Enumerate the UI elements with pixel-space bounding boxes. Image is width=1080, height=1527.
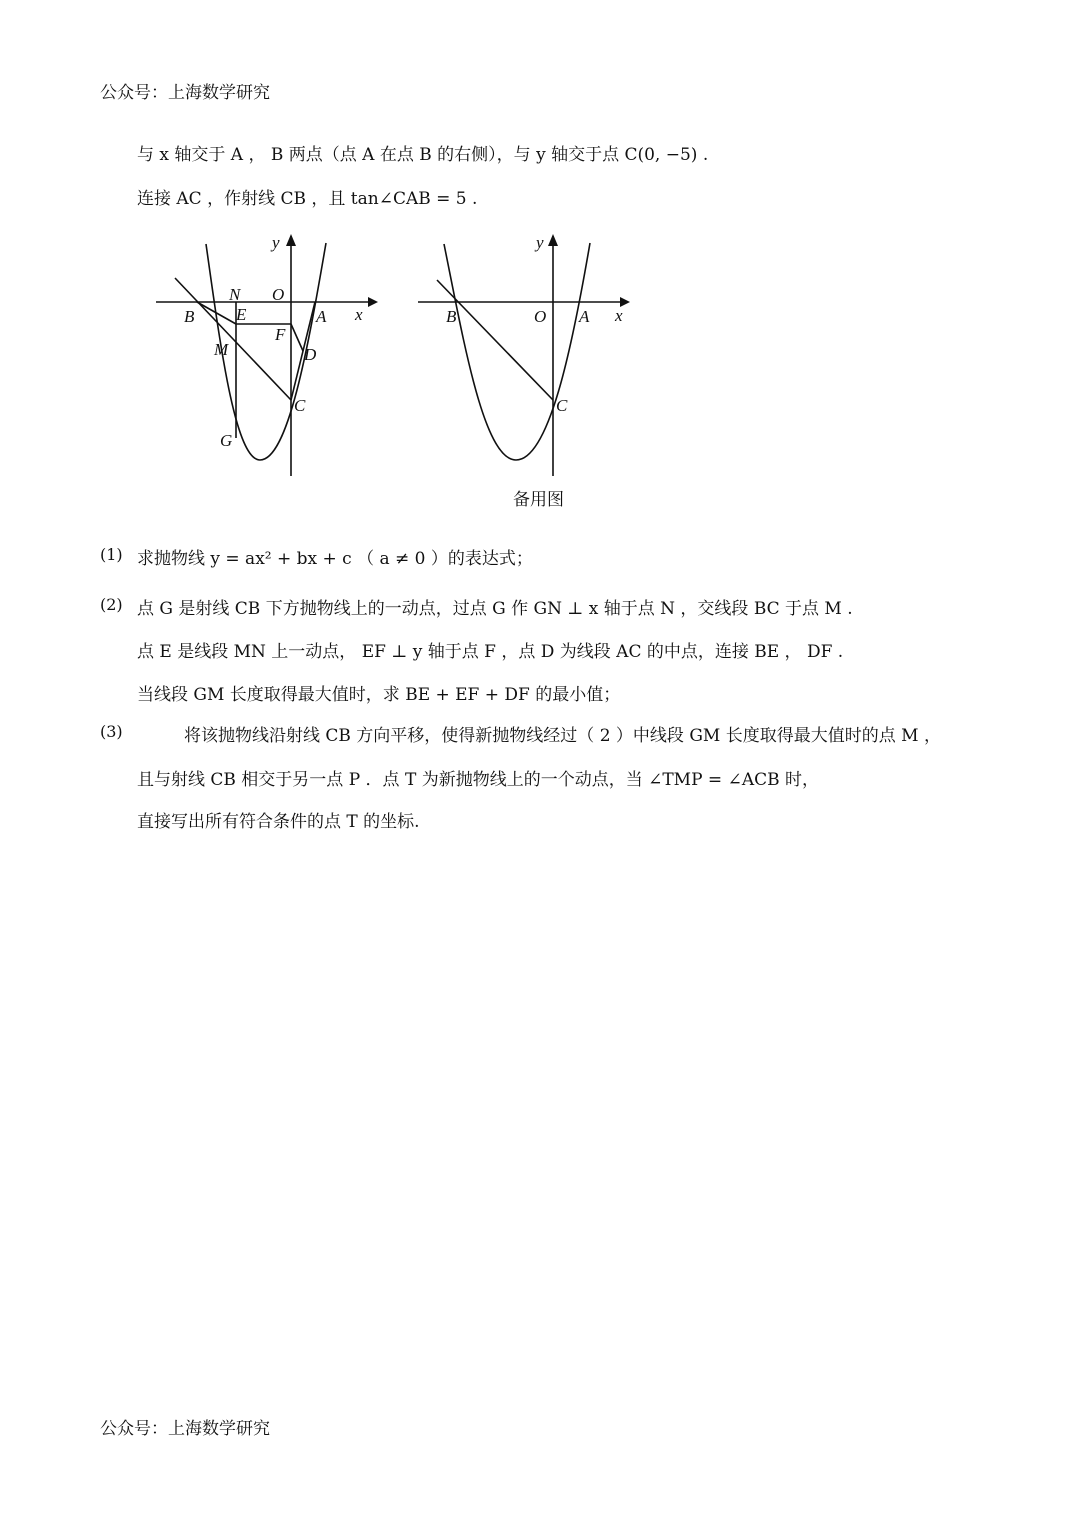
label-g: G <box>220 431 233 450</box>
label-e: E <box>236 305 247 324</box>
label-c: C <box>294 396 306 415</box>
label-o: O <box>534 307 547 326</box>
parabola-curve <box>444 243 590 460</box>
y-axis-arrow-icon <box>548 234 558 246</box>
q3-number: (3) <box>100 722 123 741</box>
q2-number: (2) <box>100 595 123 614</box>
label-x: x <box>355 305 363 324</box>
label-o: O <box>272 285 285 304</box>
figure-2-caption: 备用图 <box>513 490 564 510</box>
label-a: A <box>316 307 327 326</box>
page-header: 公众号：上海数学研究 <box>100 83 270 103</box>
q3-line-3: 直接写出所有符合条件的点 T 的坐标. <box>137 812 420 832</box>
y-axis-arrow-icon <box>286 234 296 246</box>
label-y: y <box>536 233 544 252</box>
q3-line-2: 且与射线 CB 相交于另一点 P ．点 T 为新抛物线上的一个动点，当 ∠TMP = ∠ACB 时， <box>137 770 820 790</box>
figure-2-backup-diagram <box>412 228 642 480</box>
label-n: N <box>229 285 241 304</box>
intro-line-2: 连接 AC ，作射线 CB ，且 tan∠CAB = 5 . <box>137 189 478 209</box>
q1-text: 求抛物线 y = ax² + bx + c （ a ≠ 0 ）的表达式； <box>137 549 533 569</box>
x-axis-arrow-icon <box>368 297 378 307</box>
ray-cb <box>437 280 553 400</box>
label-a: A <box>579 307 590 326</box>
q2-line-1: 点 G 是射线 CB 下方抛物线上的一动点，过点 G 作 GN ⊥ x 轴于点 N ，交线段 BC 于点 M . <box>137 599 853 619</box>
segment-fd <box>291 324 303 351</box>
q1-number: (1) <box>100 545 123 564</box>
label-b: B <box>184 307 195 326</box>
label-m: M <box>214 340 229 359</box>
label-x: x <box>615 306 623 325</box>
label-d: D <box>304 345 317 364</box>
label-y: y <box>272 233 280 252</box>
label-f: F <box>275 325 286 344</box>
intro-line-1: 与 x 轴交于 A ， B 两点（点 A 在点 B 的右侧），与 y 轴交于点 C(0, −5) . <box>137 145 709 165</box>
page-footer: 公众号：上海数学研究 <box>100 1419 270 1439</box>
figure-1-parabola-diagram <box>150 228 380 480</box>
q2-line-2: 点 E 是线段 MN 上一动点， EF ⊥ y 轴于点 F ，点 D 为线段 AC 的中点，连接 BE ， DF . <box>137 642 844 662</box>
q3-line-1: 将该抛物线沿射线 CB 方向平移，使得新抛物线经过（ 2 ）中线段 GM 长度取得最大值时的点 M ， <box>184 726 941 746</box>
label-b: B <box>446 307 457 326</box>
q2-line-3: 当线段 GM 长度取得最大值时，求 BE + EF + DF 的最小值； <box>137 685 621 705</box>
label-c: C <box>556 396 568 415</box>
